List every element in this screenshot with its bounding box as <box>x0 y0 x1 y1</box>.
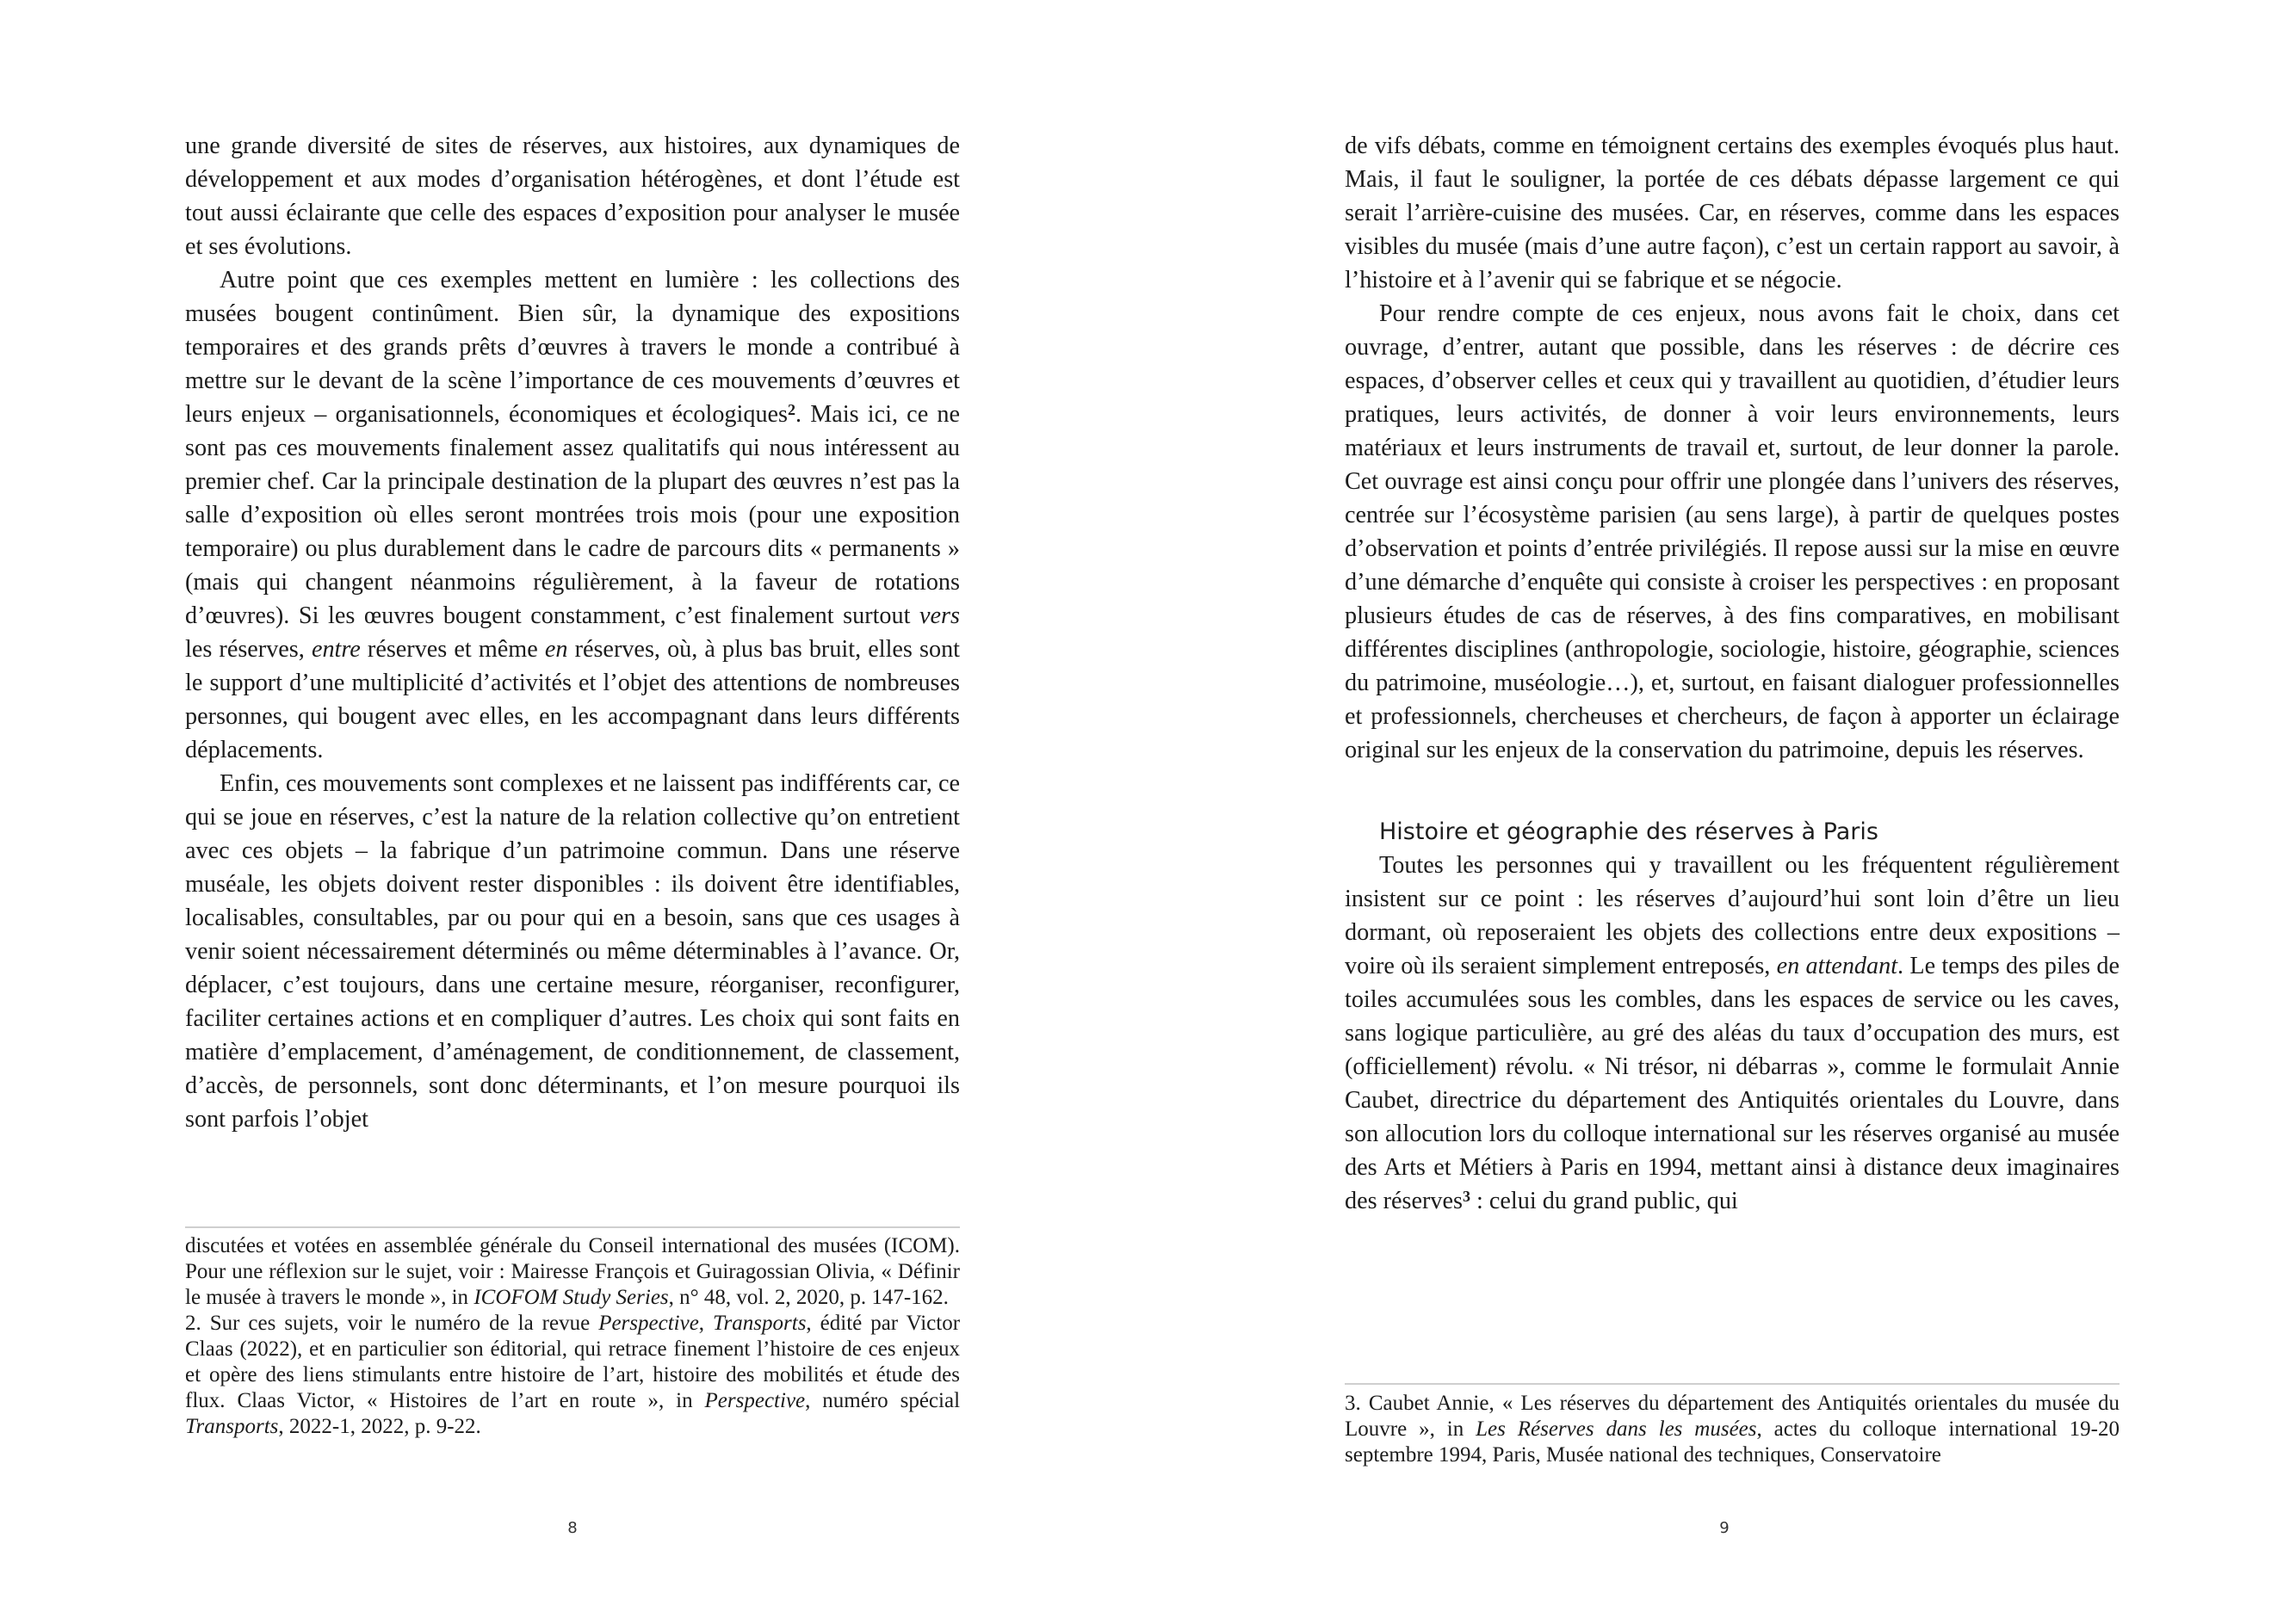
footnote-1-title: ICOFOM Study Series <box>473 1286 669 1309</box>
right-footnote-divider <box>1345 1383 2120 1385</box>
page-number-left: 8 <box>567 1519 578 1537</box>
footnote-3 <box>1345 1391 2120 1468</box>
footnote-2 <box>185 1311 960 1440</box>
footnote-reference-2[interactable]: 2 <box>788 401 796 418</box>
footnote-3-text-b: , actes du colloque international 19-20 septembre 1994, Paris, Musée national des techniques, Conservatoire <box>1345 1417 2120 1467</box>
left-paragraph-1: une grande diversité de sites de réserves, aux histoires, aux dynamiques de développement et aux modes d’organisation hétérogènes, et dont l’étude est tout aussi éclairante que celle des espaces d’exposition pour analyser le musée et ses évolutions. <box>185 133 960 260</box>
footnote-2-title-transports: Transports <box>713 1312 807 1335</box>
left-footnotes <box>185 1233 960 1440</box>
left-paragraph-2-emphasis-en: en <box>544 636 568 663</box>
footnote-1-continued <box>185 1233 960 1311</box>
right-paragraph-3-emphasis: en attendant <box>1776 953 1898 979</box>
left-footnote-divider <box>185 1226 960 1228</box>
left-paragraph-2-emphasis-entre: entre <box>311 636 361 663</box>
right-footnotes <box>1345 1391 2120 1468</box>
footnote-3-title: Les Réserves dans les musées <box>1476 1417 1757 1441</box>
right-paragraph-3-text-b: . Le temps des piles de toiles accumulées sous les combles, dans les espaces de service ou les caves, sans logique particulière, au gré des aléas du taux d’occupation des murs, est (officiellement) révolu. « Ni trésor, ni débarras », comme le formulait Annie Caubet, directrice du département des Antiquités orientales du Louvre, dans son allocution lors du colloque international sur les réserves organisé au musée des Arts et Métiers à Paris en 1994, mettant ainsi à distance deux imaginaires des réserves <box>1345 953 2120 1214</box>
footnote-2-text-b: , <box>698 1312 714 1335</box>
right-page <box>1148 0 2296 1618</box>
right-paragraph-2: Pour rendre compte de ces enjeux, nous avons fait le choix, dans cet ouvrage, d’entrer, autant que possible, dans les réserves : de décrire ces espaces, d’observer celles et ceux qui y travaillent au quotidien, d’étudier leurs pratiques, leurs activités, de donner à voir leurs environnements, leurs matériaux et leurs instruments de travail et, surtout, de leur donner la parole. Cet ouvrage est ainsi conçu pour offrir une plongée dans l’univers des réserves, centrée sur l’écosystème parisien (au sens large), à partir de quelques postes d’observation et points d’entrée privilégiés. Il repose aussi sur la mise en œuvre d’une démarche d’enquête qui consiste à croiser les perspectives : en proposant plusieurs études de cas de réserves, à des fins comparatives, en mobilisant différentes disciplines (anthropologie, sociologie, histoire, géographie, sciences du patrimoine, muséologie…), et, surtout, en faisant dialoguer professionnelles et professionnels, chercheuses et chercheurs, de façon à apporter un éclairage original sur les enjeux de la conservation du patrimoine, depuis les réserves. <box>1345 300 2120 763</box>
right-body-text <box>1345 129 2120 1218</box>
left-body-text <box>185 129 960 1136</box>
right-paragraph-3-text-c: : celui du grand public, qui <box>1470 1188 1738 1214</box>
left-paragraph-2-text-c: les réserves, <box>185 636 312 663</box>
footnote-2-title-transports-2: Transports <box>185 1415 279 1438</box>
section-title: Histoire et géographie des réserves à Paris <box>1379 818 1878 845</box>
left-paragraph-2-text-a: Autre point que ces exemples mettent en lumière : les collections des musées bougent continûment. Bien sûr, la dynamique des expositions temporaires et des grands prêts d’œuvres à travers le monde a contribué à mettre sur le devant de la scène l’importance de ces mouvements d’œuvres et leurs enjeux – organisationnels, économiques et écologiques <box>185 267 960 428</box>
left-paragraph-2-text-b: . Mais ici, ce ne sont pas ces mouvements finalement assez qualitatifs qui nous intéressent au premier chef. Car la principale destination de la plupart des œuvres n’est pas la salle d’exposition où elles seront montrées trois mois (pour une exposition temporaire) ou plus durablement dans le cadre de parcours dits « permanents » (mais qui changent néanmoins régulièrement, à la faveur de rotations d’œuvres). Si les œuvres bougent constamment, c’est finalement surtout <box>185 401 960 629</box>
left-paragraph-2-text-e: réserves, où, à plus bas bruit, elles sont le support d’une multiplicité d’activités et l’objet des attentions de nombreuses personnes, qui bougent avec elles, en les accompagnant dans leurs différents déplacements. <box>185 636 961 763</box>
footnote-1-text-a: discutées et votées en assemblée générale du Conseil international des musées (ICOM). Pour une réflexion sur le sujet, voir : Mairesse François et Guiragossian Olivia, « Définir le musée à travers le monde », in <box>185 1234 960 1309</box>
left-paragraph-2 <box>185 263 960 767</box>
page-number-right: 9 <box>1719 1519 1730 1537</box>
right-paragraph-3-text-a: Toutes les personnes qui y travaillent ou les fréquentent régulièrement insistent sur ce point : les réserves d’aujourd’hui sont loin d’être un lieu dormant, où reposeraient les objets des collections entre deux expositions – voire où ils seraient simplement entreposés, <box>1345 852 2120 979</box>
right-paragraph-1: de vifs débats, comme en témoignent certains des exemples évoqués plus haut. Mais, il faut le souligner, la portée de ces débats dépasse largement ce qui serait l’arrière-cuisine des musées. Car, en réserves, comme dans les espaces visibles du musée (mais d’une autre façon), c’est un certain rapport au savoir, à l’histoire et à l’avenir qui se fabrique et se négocie. <box>1345 133 2120 293</box>
footnote-reference-3[interactable]: 3 <box>1462 1188 1470 1205</box>
footnote-2-text-d: , numéro spécial <box>805 1389 961 1412</box>
left-paragraph-2-text-d: réserves et même <box>360 636 545 663</box>
footnote-3-text-a: 3. Caubet Annie, « Les réserves du département des Antiquités orientales du musée du Louvre », in <box>1345 1392 2120 1441</box>
right-paragraph-3 <box>1345 849 2120 1218</box>
footnote-2-text-c: , édité par Victor Claas (2022), et en particulier son éditorial, qui retrace finement l’histoire de ces enjeux et opère des liens stimulants entre histoire de l’art, histoire des mobilités et étude des flux. Claas Victor, « Histoires de l’art en route », in <box>185 1312 961 1412</box>
footnote-2-text-a: 2. Sur ces sujets, voir le numéro de la revue <box>185 1312 599 1335</box>
left-paragraph-3: Enfin, ces mouvements sont complexes et ne laissent pas indifférents car, ce qui se joue en réserves, c’est la nature de la relation collective qu’on entretient avec ces objets – la fabrique d’un patrimoine commun. Dans une réserve muséale, les objets doivent rester disponibles : ils doivent être identifiables, localisables, consultables, par ou pour qui en a besoin, sans que ces usages à venir soient nécessairement déterminés ou même déterminables à l’avance. Or, déplacer, c’est toujours, dans une certaine mesure, réorganiser, reconfigurer, faciliter certaines actions et en compliquer d’autres. Les choix qui sont faits en matière d’emplacement, d’aménagement, de conditionnement, de classement, d’accès, de personnels, sont donc déterminants, et l’on mesure pourquoi ils sont parfois l’objet <box>185 770 960 1133</box>
footnote-2-title-perspective: Perspective <box>598 1312 699 1335</box>
left-paragraph-2-emphasis-vers: vers <box>919 602 960 629</box>
footnote-2-text-e: , 2022-1, 2022, p. 9-22. <box>278 1415 481 1438</box>
footnote-1-text-b: , n° 48, vol. 2, 2020, p. 147-162. <box>668 1286 949 1309</box>
footnote-2-title-perspective-2: Perspective <box>704 1389 806 1412</box>
